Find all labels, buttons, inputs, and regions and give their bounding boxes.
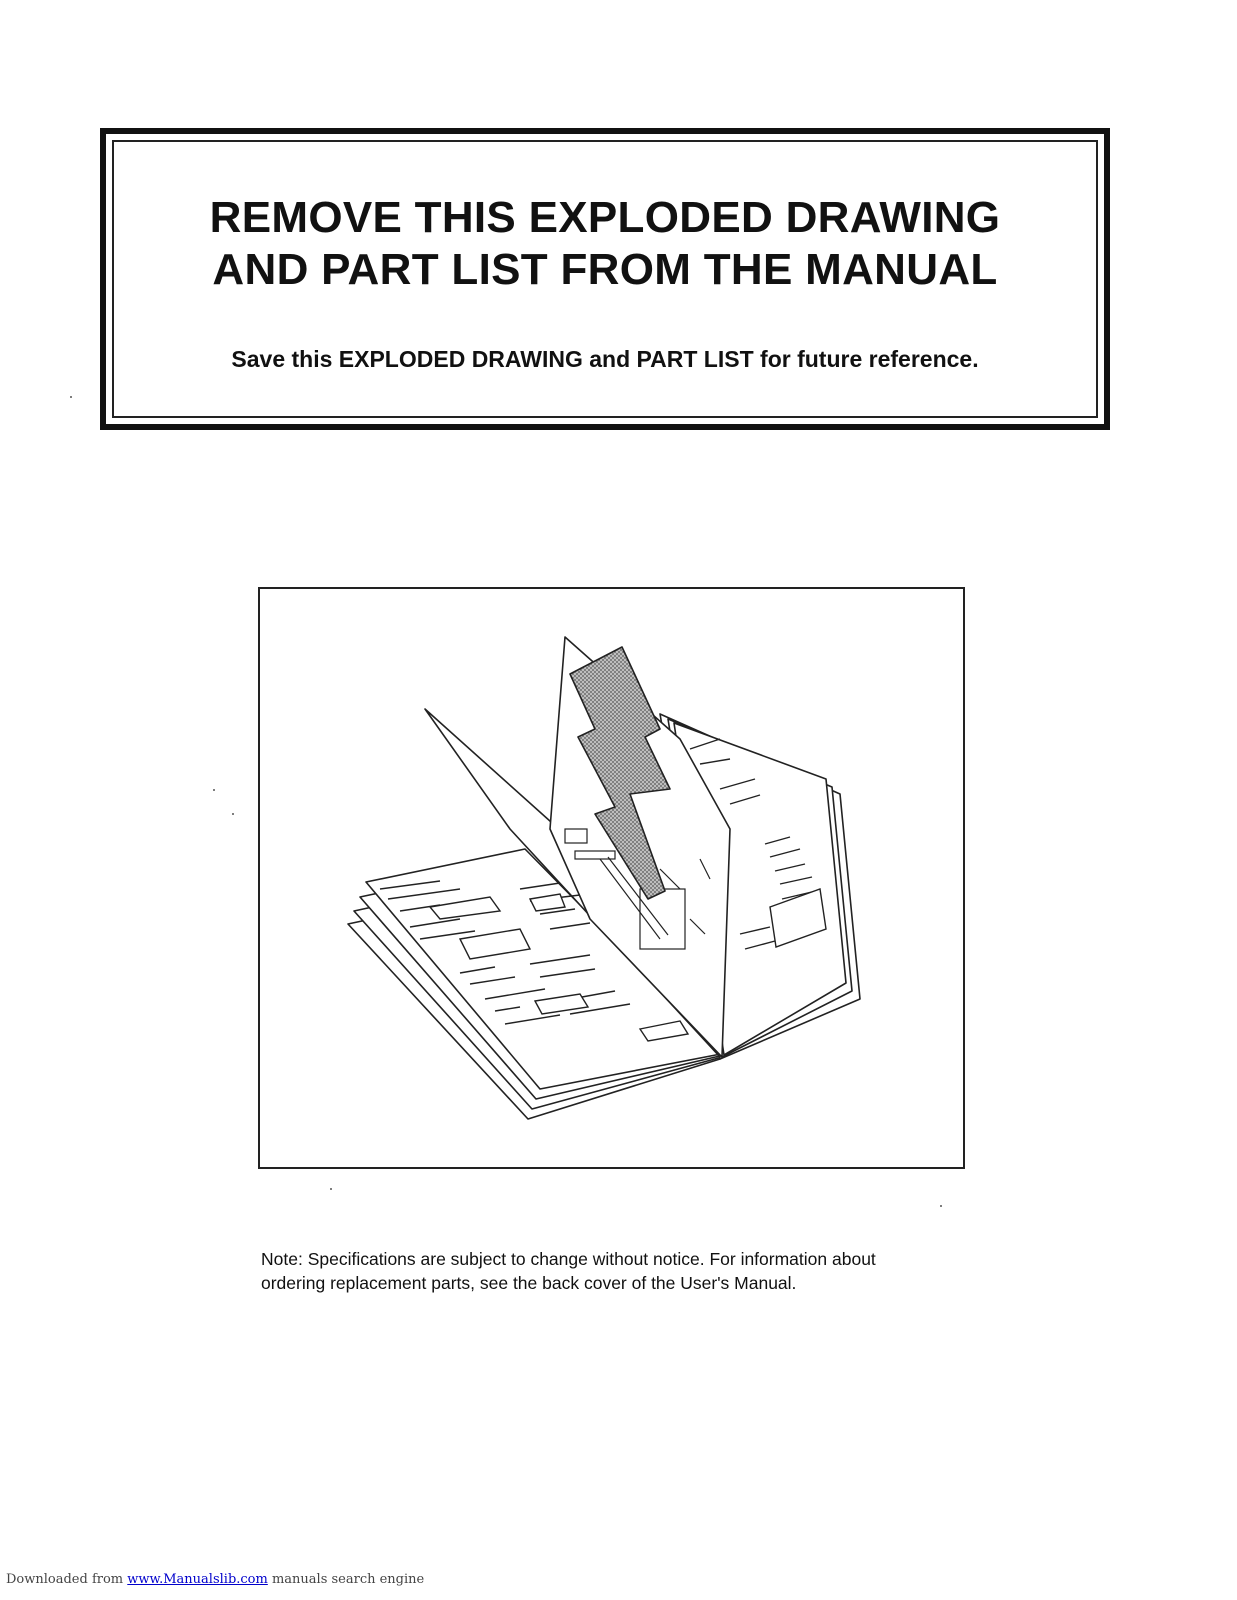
notice-box (100, 128, 1110, 430)
illustration-frame (258, 587, 965, 1169)
scan-speck (70, 396, 72, 398)
footer-prefix: Downloaded from (6, 1572, 128, 1587)
note-line1: Note: Specifications are subject to change without notice. For information about (261, 1249, 876, 1269)
note-text (261, 1247, 1001, 1295)
scan-speck (330, 1188, 332, 1190)
scan-speck (940, 1205, 942, 1207)
scan-speck (232, 813, 234, 815)
footer-link[interactable]: www.Manualslib.com (127, 1572, 268, 1587)
note-line2: ordering replacement parts, see the back cover of the User's Manual. (261, 1273, 797, 1293)
open-manual-with-arrow-icon (260, 589, 963, 1167)
scan-speck (213, 789, 215, 791)
footer-suffix: manuals search engine (267, 1572, 425, 1587)
notice-subtitle: Save this EXPLODED DRAWING and PART LIST for future reference. (231, 346, 979, 372)
notice-title-line1: REMOVE THIS EXPLODED DRAWING (209, 193, 1001, 242)
notice-title (106, 192, 1104, 296)
footer (6, 1572, 424, 1587)
notice-title-line2: AND PART LIST FROM THE MANUAL (212, 245, 998, 294)
